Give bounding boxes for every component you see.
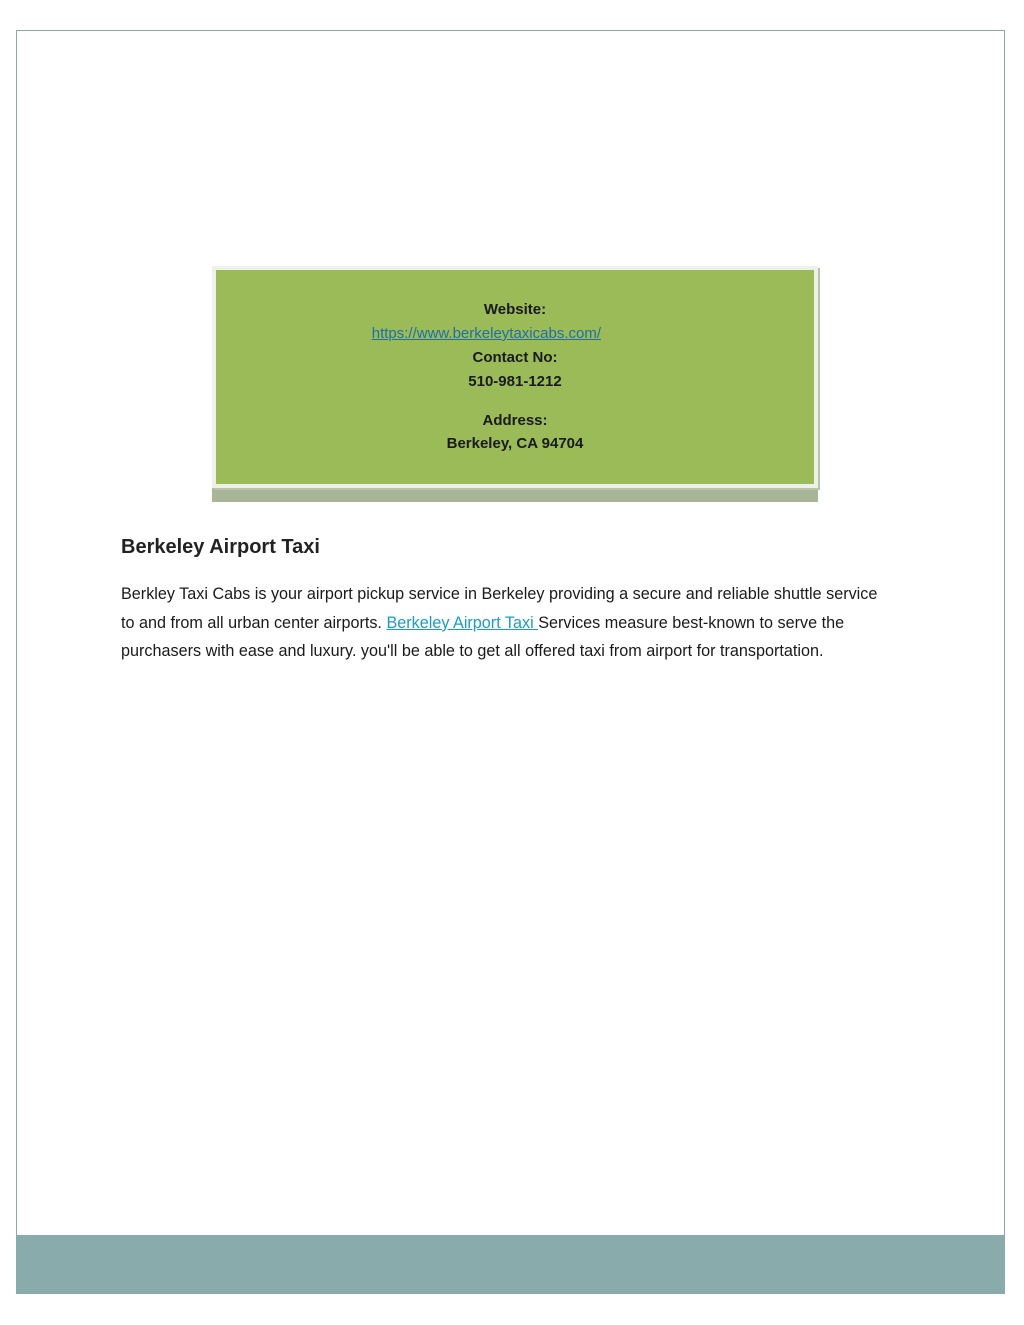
- article-paragraph: [121, 580, 891, 666]
- address-label: Address:: [482, 412, 548, 429]
- paragraph-text-start: Berkley Taxi Cabs is your airport pickup service in Berkeley providing a secure and reliable shuttle service to and from all urban center airports.: [121, 585, 878, 632]
- paragraph-text-end: Services measure best-known to serve the purchasers with ease and luxury. you'll be able to get all offered taxi from airport for transportation.: [121, 613, 845, 660]
- article-heading: Berkeley Airport Taxi: [121, 536, 320, 558]
- website-link[interactable]: https://www.berkeleytaxicabs.com/: [371, 325, 601, 342]
- contact-number-label: Contact No:: [472, 349, 558, 366]
- website-label: Website:: [483, 301, 547, 318]
- contact-box-shadow: [212, 486, 818, 502]
- footer-band: [17, 1235, 1004, 1293]
- contact-info-box: [212, 266, 818, 488]
- contact-number: 510-981-1212: [468, 373, 562, 390]
- berkeley-airport-taxi-link[interactable]: Berkeley Airport Taxi: [386, 613, 539, 632]
- address-value: Berkeley, CA 94704: [446, 435, 584, 452]
